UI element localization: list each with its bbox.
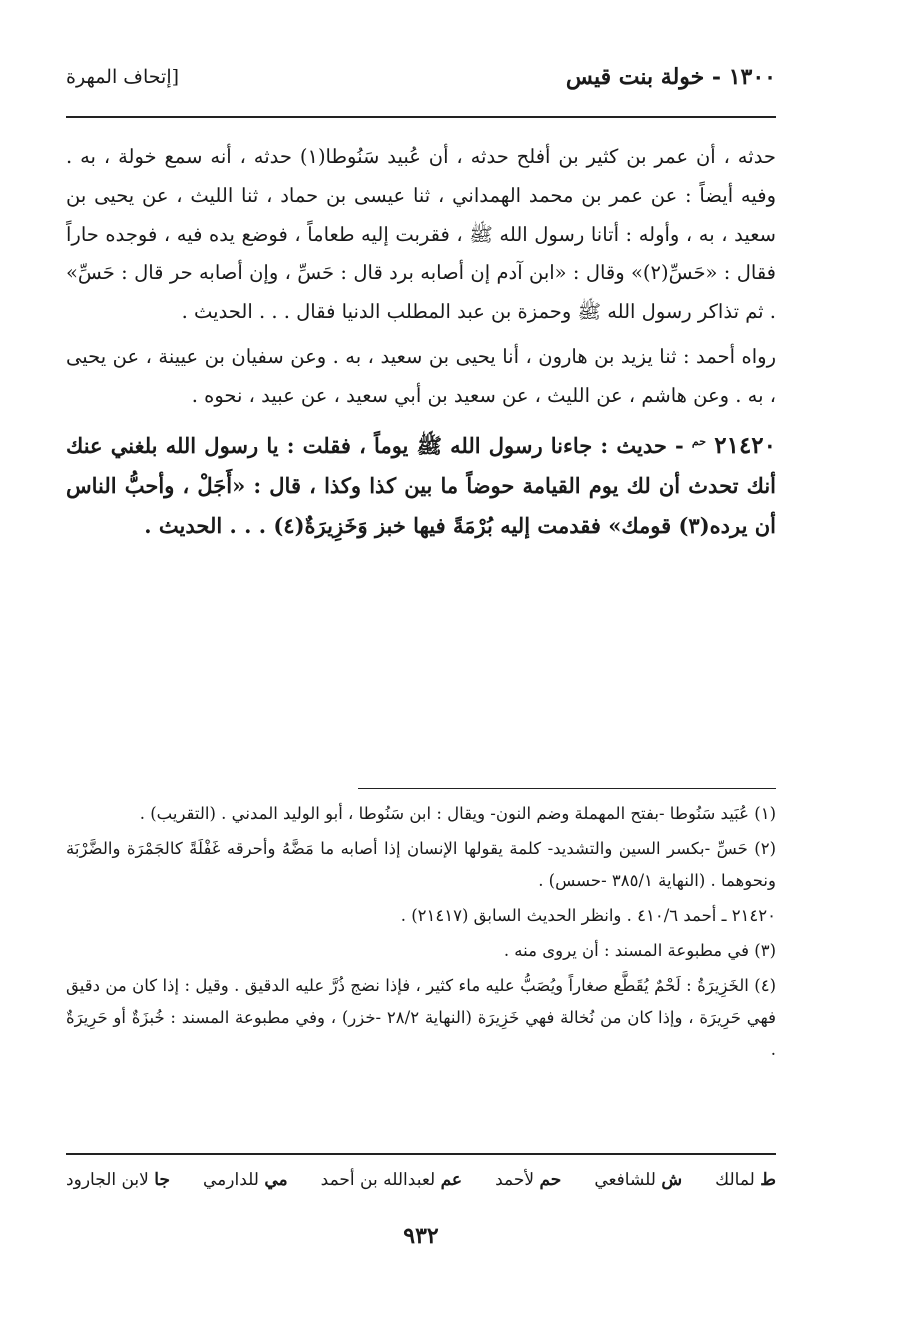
footnote-divider [358, 788, 776, 789]
abbreviation-item: جا لابن الجارود [66, 1170, 170, 1190]
entry-title: ١٣٠٠ - خولة بنت قيس [565, 64, 776, 90]
abbreviation-item: عم لعبدالله بن أحمد [320, 1170, 463, 1190]
book-title: [إتحاف المهرة [66, 66, 180, 88]
page-number: ٩٣٢ [403, 1223, 439, 1249]
abbreviation-item: حم لأحمد [495, 1170, 562, 1190]
hadith-number: ٢١٤٢٠ [714, 431, 777, 459]
footnote-4: (٤) الخَزِيرَةُ : لَحْمٌ يُقَطَّع صغاراً ويُصَبُّ عليه ماء كثير ، فإذا نضج ذُرَّ عليه الدقيق . وقيل : إذا كان من دقيق فهي حَرِيرَة ، وإذا كان من نُخالة فهي خَزِيرَة (النهاية ٢٨/٢ -خزر) ، وفي مطبوعة المسند : خُبزَةٌ أو حَرِيرَةٌ . [66, 976, 776, 1059]
hadith-text: - حديث : جاءنا رسول الله ﷺ يوماً ، فقلت : يا رسول الله بلغني عنك أنك تحدث أن لك يوم القيامة حوضاً ما بين كذا وكذا ، قال : «أَجَلْ ، وأحبُّ الناس أن يرده(٣) قومك» فقدمت إليه بُرْمَةً فيها خبز وَخَزِيرَةٌ(٤) . . . الحديث . [66, 432, 776, 538]
footnote-1: (١) عُبَيد سَنُوطا -بفتح المهملة وضم النون- ويقال : ابن سَنُوطا ، أبو الوليد المدني . (التقريب) . [139, 804, 776, 823]
footnote-reference: ٢١٤٢٠ ـ أحمد ٤١٠/٦ . وانظر الحديث السابق (٢١٤١٧) . [400, 906, 776, 925]
footnotes [66, 798, 776, 1069]
abbreviation-item: مي للدارمي [203, 1170, 288, 1190]
document-page [66, 58, 776, 1298]
footnote-3: (٣) في مطبوعة المسند : أن يروى منه . [503, 941, 776, 960]
hadith-marker: حم [691, 434, 707, 448]
abbreviation-item: ط لمالك [715, 1170, 776, 1190]
paragraph-1: حدثه ، أن عمر بن كثير بن أفلح حدثه ، أن عُبيد سَنُوطا(١) حدثه ، أنه سمع خولة ، به . وفيه أيضاً : عن عمر بن محمد الهمداني ، ثنا عيسى بن حماد ، ثنا الليث ، عن يحيى بن سعيد ، به ، وأوله : أتانا رسول الله ﷺ ، فقربت إليه طعاماً ، فوضع يده فيه ، فوجده حاراً فقال : «حَسِّ(٢)» وقال : «ابن آدم إن أصابه برد قال : حَسِّ ، وإن أصابه حر قال : حَسِّ» . ثم تذاكر رسول الله ﷺ وحمزة بن عبد المطلب الدنيا فقال . . . الحديث . [66, 145, 777, 324]
header-divider [66, 116, 776, 118]
abbreviations-key [66, 1170, 776, 1190]
paragraph-2: رواه أحمد : ثنا يزيد بن هارون ، أنا يحيى بن سعيد ، به . وعن سفيان بن عيينة ، عن يحيى ، به . وعن هاشم ، عن الليث ، عن سعيد بن أبي سعيد ، عن عبيد ، نحوه . [66, 344, 776, 407]
page-header [66, 58, 776, 98]
footnote-2: (٢) حَسِّ -بكسر السين والتشديد- كلمة يقولها الإنسان إذا أصابه ما مَضَّهُ وأحرقه غَفْلَةً كالجَمْرَة والضَّرْبَة ونحوهما . (النهاية ٣٨٥/١ -حسس) . [66, 839, 776, 890]
hadith-entry [66, 422, 776, 546]
abbreviation-item: ش للشافعي [594, 1170, 683, 1190]
main-text [66, 138, 776, 552]
abbreviations-divider [66, 1153, 776, 1155]
